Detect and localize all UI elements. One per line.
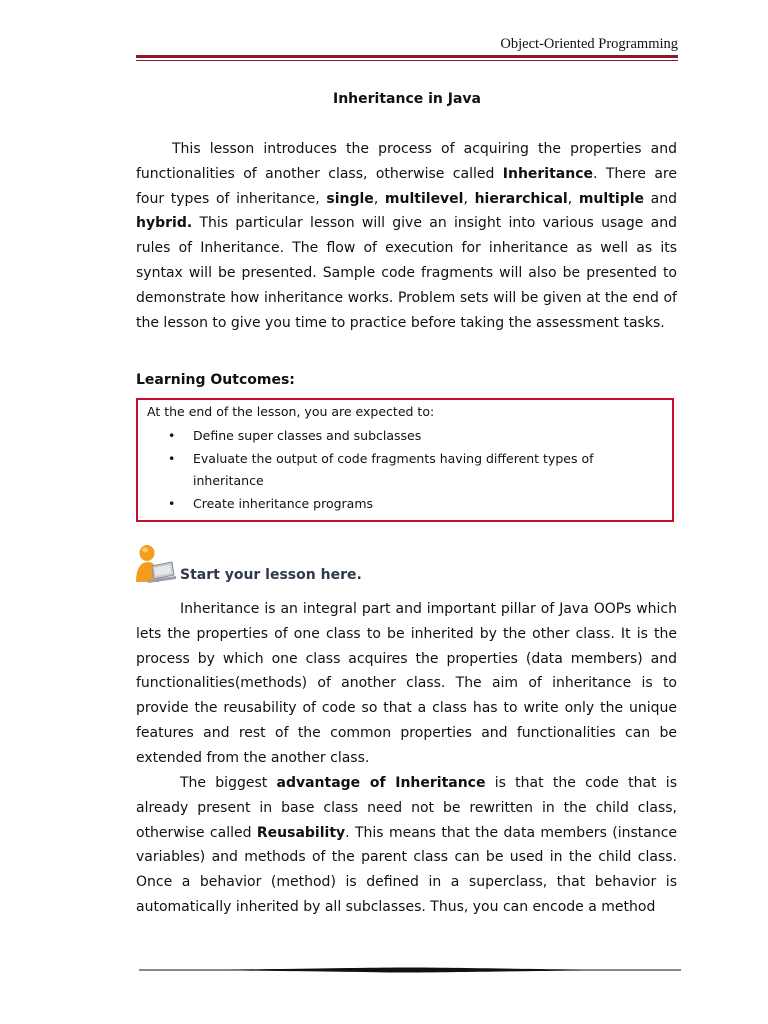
intro-text-1: This lesson introduces the process of acquiring the properties and functionalities of another class, otherwise called xyxy=(136,141,677,182)
header-title: Object-Oriented Programming xyxy=(500,36,678,52)
intro-text-4: This particular lesson will give an insight into various usage and rules of Inheritance. The flow of execution for inheritance as well as its syntax will be presented. Sample code fragments will also be presented to demonstrate how inheritance works. Problem sets will be given at the end of the lesson to give you time to practice before taking the assessment tasks. xyxy=(136,215,677,331)
body-paragraph-1: Inheritance is an integral part and important pillar of Java OOPs which lets the properties of one class to be inherited by the other class. It is the process by which one class acquires the properties (data members) and functionalities(methods) of another class. The aim of inheritance is to provide the reusability of code so that a class has to write only the unique features and rest of the common properties and functionalities can be extended from the another class. xyxy=(136,601,677,766)
intro-sep-1: , xyxy=(373,190,385,207)
intro-text-3: and xyxy=(644,190,678,207)
document-title: Inheritance in Java xyxy=(333,91,481,107)
intro-bold-inheritance: Inheritance xyxy=(502,165,594,182)
start-lesson-label: Start your lesson here. xyxy=(180,567,362,583)
intro-text-2: . There are four types of inheritance, xyxy=(136,165,677,207)
learning-outcomes-list xyxy=(168,425,638,515)
body2-bold-advantage: advantage of Inheritance xyxy=(276,775,486,791)
intro-sep-3: , xyxy=(567,190,579,207)
body2-bold-reusability: Reusability xyxy=(256,824,346,841)
outcome-item: • Create inheritance programs xyxy=(168,493,638,516)
learning-outcomes-intro: At the end of the lesson, you are expected to: xyxy=(147,404,435,419)
header-rule xyxy=(136,55,678,58)
student-laptop-icon xyxy=(134,544,178,584)
header-rule-thin xyxy=(136,60,678,61)
body2-text-1: The biggest xyxy=(180,775,277,791)
intro-paragraph xyxy=(136,137,677,335)
body-paragraph-2 xyxy=(136,771,677,920)
body2-text-2: is that the code that is already present in base class need not be rewritten in the child class, otherwise called xyxy=(136,775,677,841)
intro-sep-2: , xyxy=(463,190,475,207)
footer-rule xyxy=(139,962,681,978)
intro-bold-hybrid: hybrid. xyxy=(136,215,193,232)
learning-outcomes-title: Learning Outcomes: xyxy=(136,372,295,388)
intro-bold-single: single xyxy=(326,190,374,207)
intro-bold-hierarchical: hierarchical xyxy=(474,190,568,207)
learning-outcomes-box xyxy=(136,398,674,522)
intro-bold-multilevel: multilevel xyxy=(384,190,464,207)
body2-text-3: . This means that the data members (instance variables) and methods of the parent class can be used in the child class. Once a behavior (method) is defined in a superclass, that behavior is automatically inherited by all subclasses. Thus, you can encode a method xyxy=(136,824,678,915)
outcome-item: • Define super classes and subclasses xyxy=(168,425,638,448)
intro-bold-multiple: multiple xyxy=(578,190,645,207)
outcome-item: • Evaluate the output of code fragments having different types of inheritance xyxy=(168,448,638,493)
